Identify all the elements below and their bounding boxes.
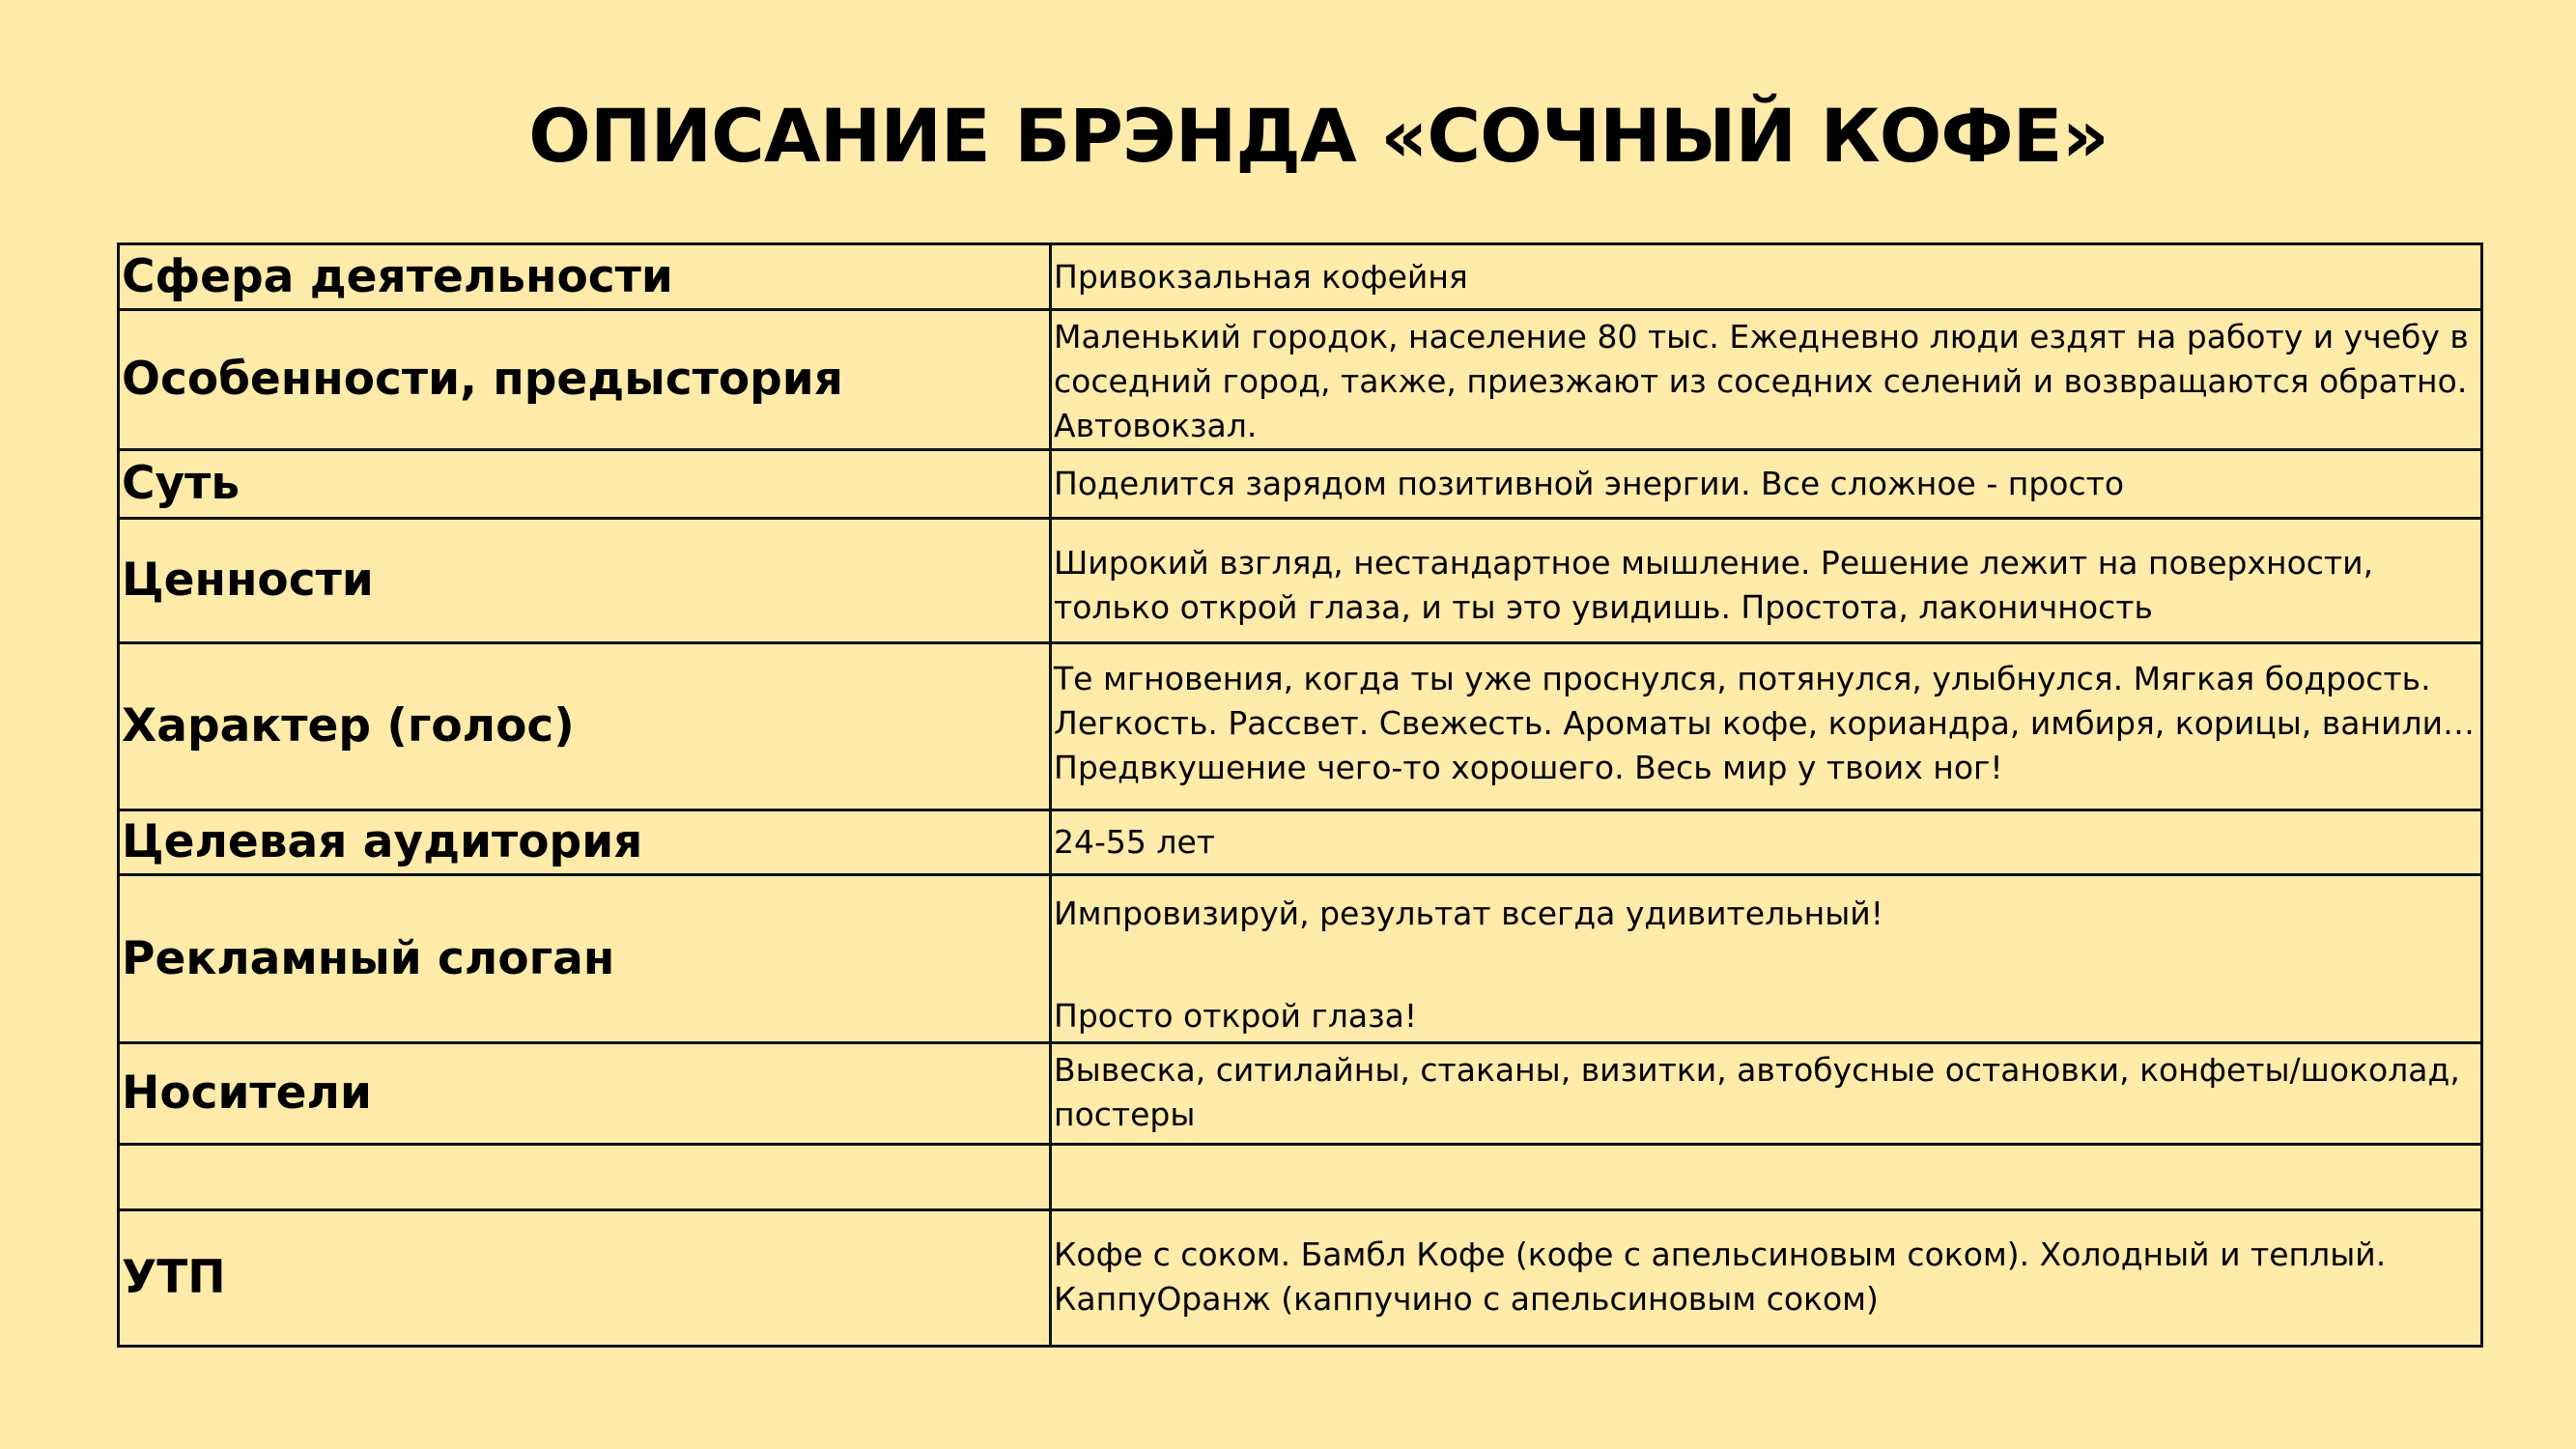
row-value: Привокзальная кофейня xyxy=(1051,244,2482,310)
table-row-background xyxy=(119,310,2482,450)
brand-description-table xyxy=(117,242,2483,1348)
row-label xyxy=(119,1145,1051,1210)
row-label: Носители xyxy=(119,1043,1051,1145)
row-label: Характер (голос) xyxy=(119,643,1051,810)
table-row-values xyxy=(119,519,2482,643)
table-row-sphere xyxy=(119,244,2482,310)
row-value: Вывеска, ситилайны, стаканы, визитки, автобусные остановки, конфеты/шоколад, постеры xyxy=(1051,1043,2482,1145)
table-row-media xyxy=(119,1043,2482,1145)
row-label: УТП xyxy=(119,1210,1051,1347)
table-row-audience xyxy=(119,810,2482,875)
row-label: Сфера деятельности xyxy=(119,244,1051,310)
row-value: Те мгновения, когда ты уже проснулся, потянулся, улыбнулся. Мягкая бодрость. Легкость. Рассвет. Свежесть. Ароматы кофе, кориандра, имбиря, корицы, ванили… Предвкушение чего-то хорошего. Весь мир у твоих ног! xyxy=(1051,643,2482,810)
row-value: Широкий взгляд, нестандартное мышление. Решение лежит на поверхности, только открой глаза, и ты это увидишь. Простота, лаконичность xyxy=(1051,519,2482,643)
row-label: Суть xyxy=(119,450,1051,519)
row-value: 24-55 лет xyxy=(1051,810,2482,875)
table-row-slogan xyxy=(119,875,2482,1043)
row-label: Рекламный слоган xyxy=(119,875,1051,1043)
row-label: Ценности xyxy=(119,519,1051,643)
table-row-empty xyxy=(119,1145,2482,1210)
row-value: Маленький городок, население 80 тыс. Ежедневно люди ездят на работу и учебу в соседний город, также, приезжают из соседних селений и возвращаются обратно. Автовокзал. xyxy=(1051,310,2482,450)
row-label: Особенности, предыстория xyxy=(119,310,1051,450)
row-value: Кофе с соком. Бамбл Кофе (кофе с апельсиновым соком). Холодный и теплый. КаппуОранж (каппучино с апельсиновым соком) xyxy=(1051,1210,2482,1347)
row-value: Поделится зарядом позитивной энергии. Все сложное - просто xyxy=(1051,450,2482,519)
row-label: Целевая аудитория xyxy=(119,810,1051,875)
table-row-usp xyxy=(119,1210,2482,1347)
page-title: ОПИСАНИЕ БРЭНДА «СОЧНЫЙ КОФЕ» xyxy=(528,93,2109,179)
row-value: Импровизируй, результат всегда удивительный! Просто открой глаза! xyxy=(1051,875,2482,1043)
table-row-character xyxy=(119,643,2482,810)
table-row-essence xyxy=(119,450,2482,519)
row-value xyxy=(1051,1145,2482,1210)
